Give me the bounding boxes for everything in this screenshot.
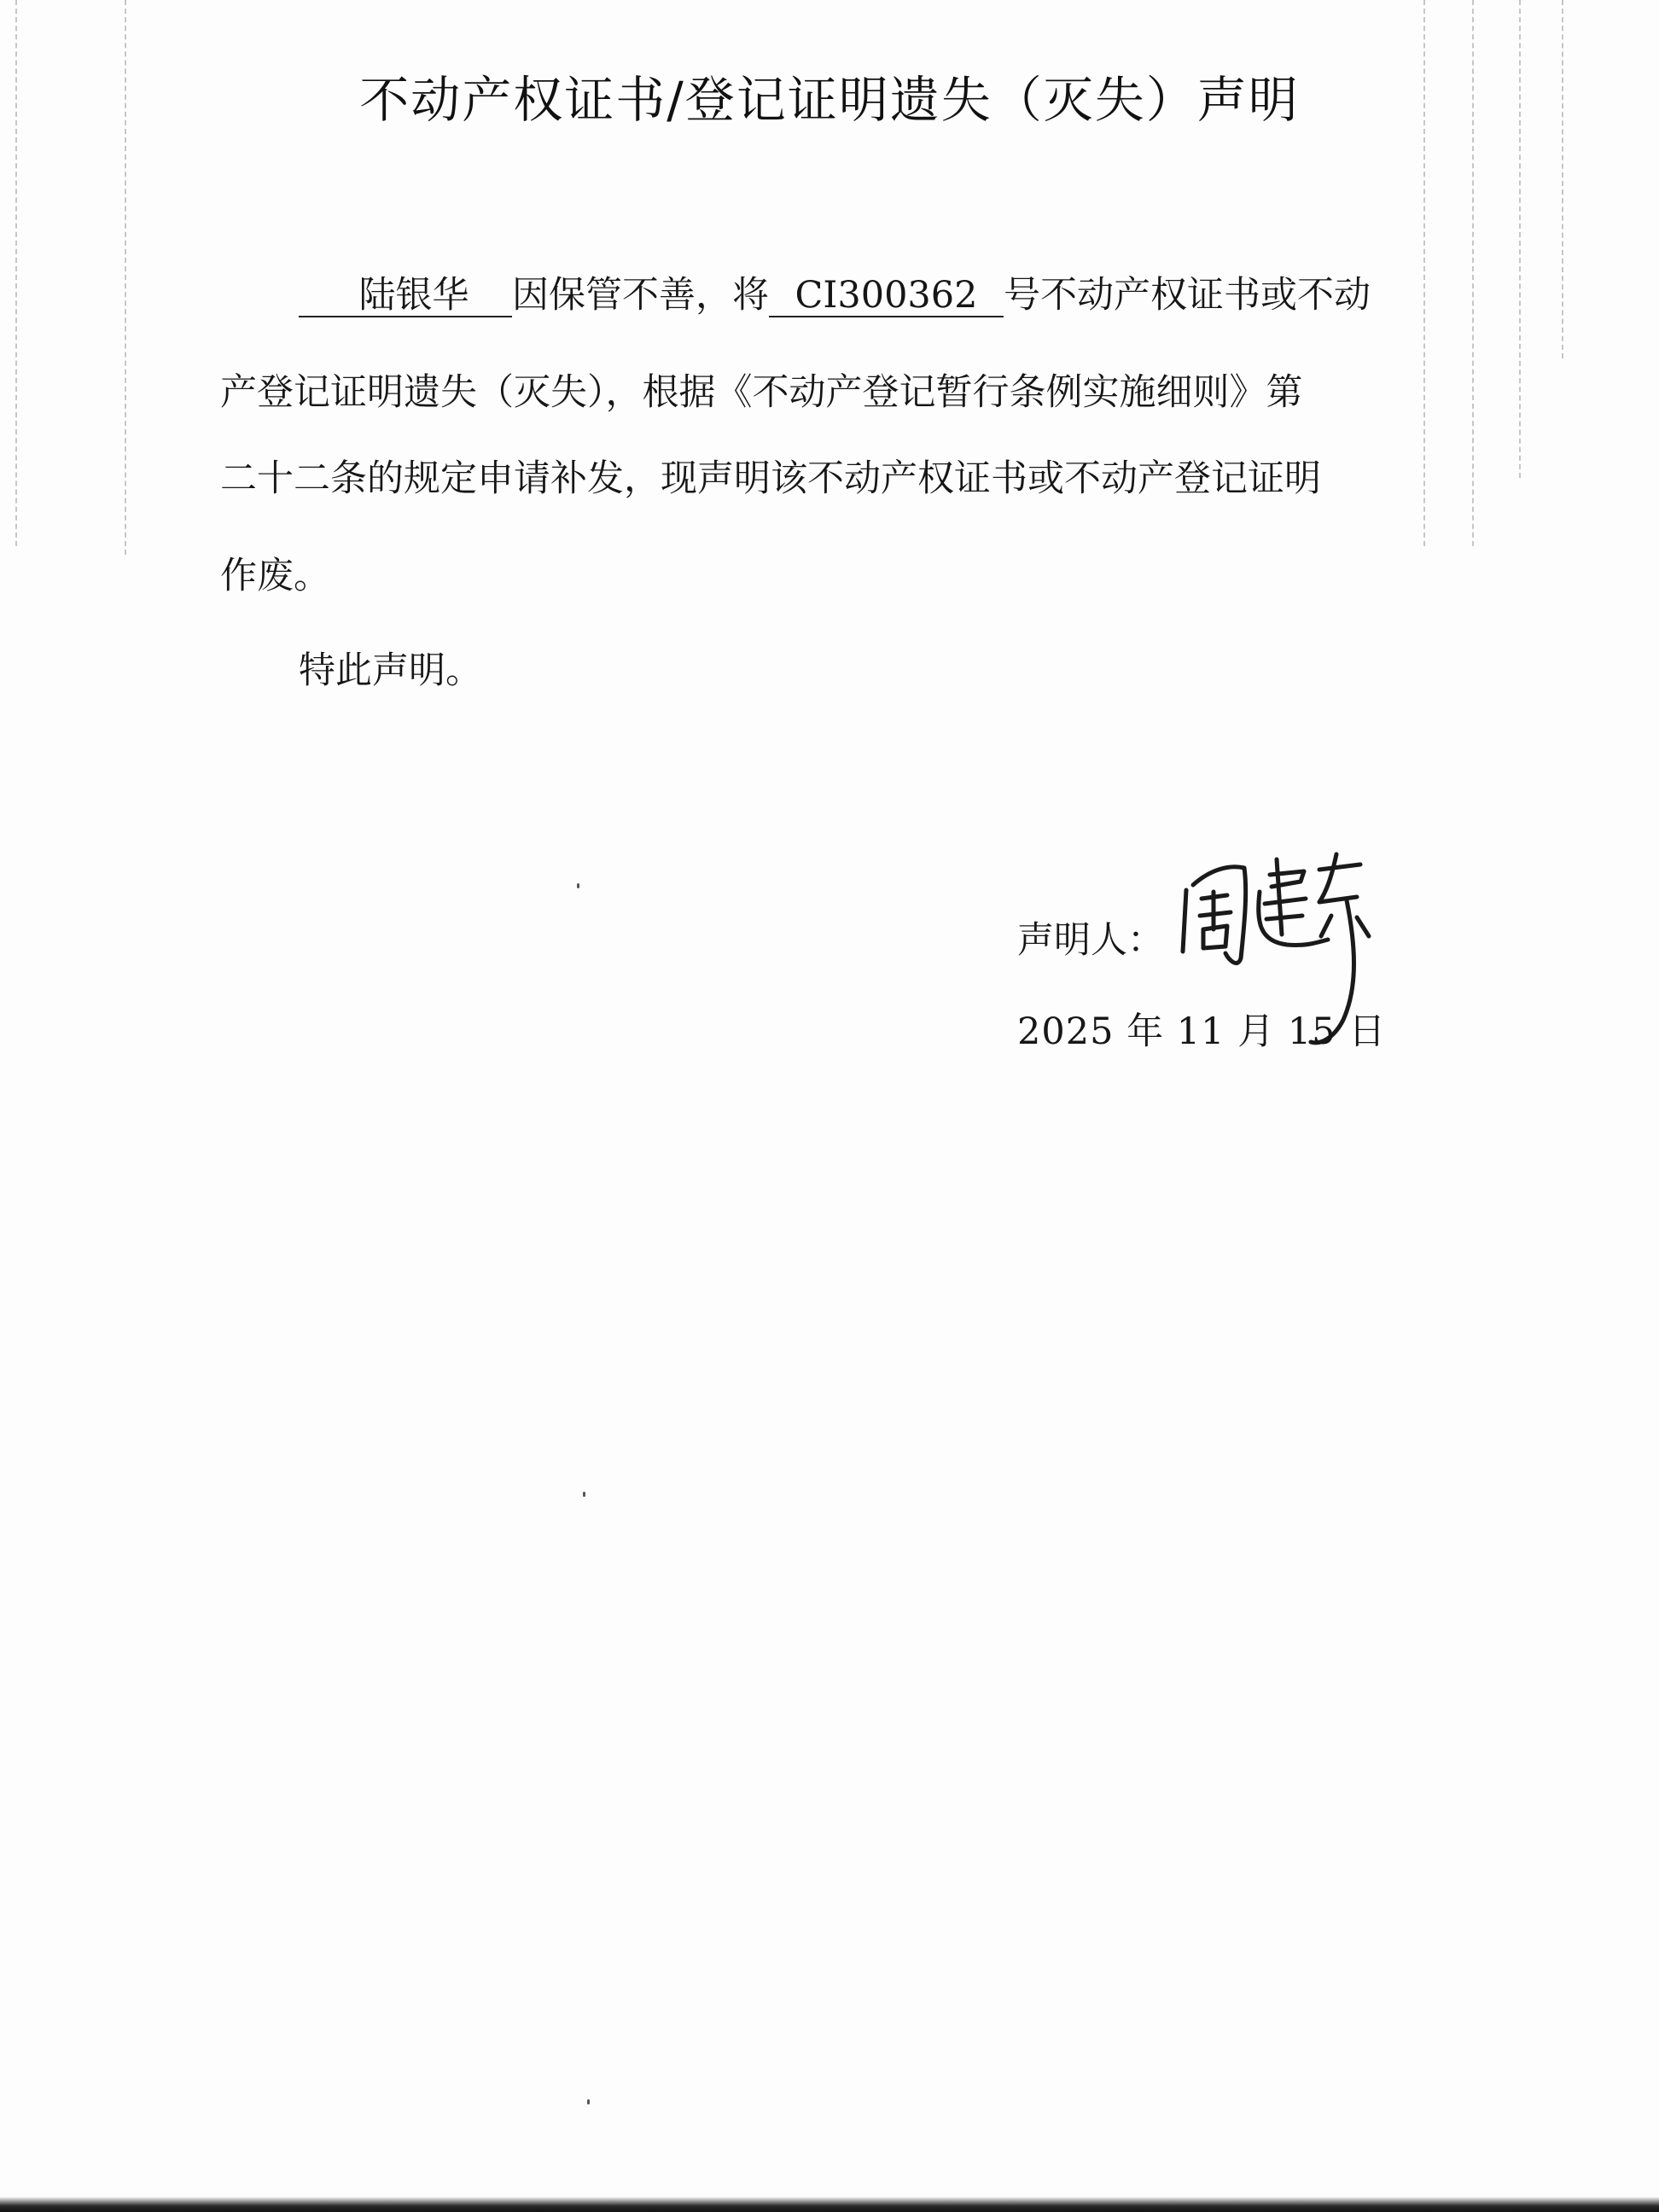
- signer-label: 声明人：: [1017, 919, 1164, 962]
- closing-statement: 特此声明。: [299, 649, 482, 692]
- document-title: 不动产权证书/登记证明遗失（灭失）声明: [359, 71, 1300, 129]
- scan-artifact-right-4: [1562, 0, 1563, 358]
- certificate-number: CI300362: [769, 276, 1004, 317]
- body-text-a: 因保管不善，将: [512, 274, 769, 317]
- body-text-b: 号不动产权证书或不动: [1004, 274, 1371, 317]
- scan-speck: [587, 2099, 590, 2104]
- body-line-1: [299, 266, 1371, 318]
- scan-speck: [583, 1492, 585, 1497]
- scan-bottom-edge: [0, 2197, 1659, 2212]
- owner-name: 陆银华: [299, 276, 512, 317]
- declaration-date: 2025 年 11 月 15 日: [1017, 1010, 1387, 1053]
- body-line-4: 作废。: [220, 555, 330, 597]
- body-line-2: 产登记证明遗失（灭失），根据《不动产登记暂行条例实施细则》第: [220, 371, 1303, 414]
- scan-speck: [577, 883, 579, 888]
- body-line-3: 二十二条的规定申请补发，现声明该不动产权证书或不动产登记证明: [220, 457, 1321, 500]
